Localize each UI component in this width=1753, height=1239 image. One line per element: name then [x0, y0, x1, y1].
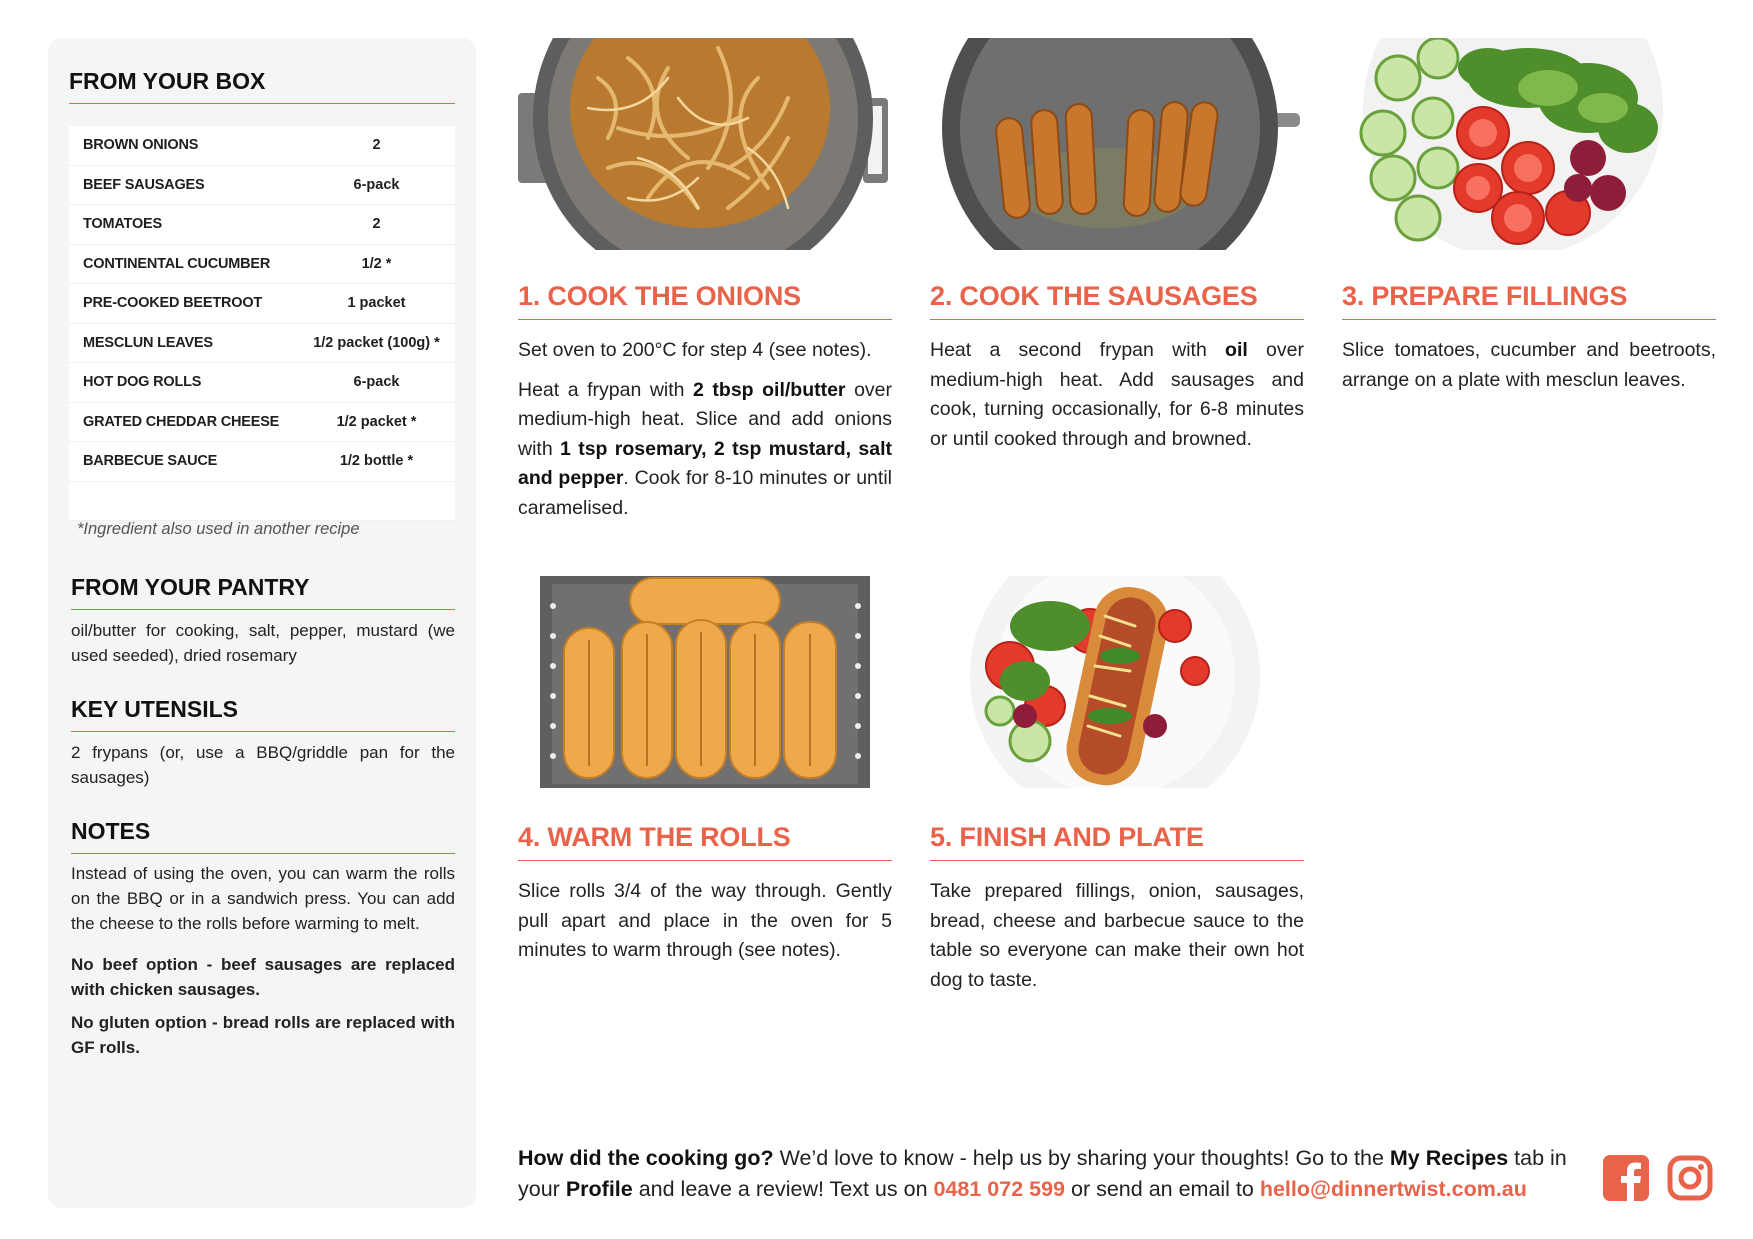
- ingredient-qty: 2: [372, 137, 381, 154]
- ingredient-name: BEEF SAUSAGES: [83, 176, 205, 193]
- facebook-icon[interactable]: [1603, 1155, 1649, 1201]
- ingredient-name: BARBECUE SAUCE: [83, 453, 218, 470]
- ingredient-footnote: *Ingredient also used in another recipe: [77, 520, 360, 538]
- ingredient-qty: 1/2 bottle *: [339, 453, 414, 470]
- table-row: [69, 442, 455, 482]
- table-row: [69, 245, 455, 285]
- footer-text: or send an email to: [1065, 1177, 1260, 1201]
- table-row: [69, 284, 455, 324]
- table-row: [69, 324, 455, 364]
- table-row: [69, 126, 455, 166]
- ingredients-table: [69, 126, 455, 521]
- notes-text: Instead of using the oven, you can warm the rolls on the BBQ or in a sandwich press. You can add the cheese to the rolls before warming to melt.: [71, 864, 455, 933]
- step-4-title: 4. WARM THE ROLLS: [518, 822, 892, 861]
- step-3-paragraph: Slice tomatoes, cucumber and beetroots, arrange on a plate with mesclun leaves.: [1342, 339, 1716, 391]
- step-5-paragraph: Take prepared fillings, onion, sausages, bread, cheese and barbecue sauce to the table so everyone can make their own hot dog to taste.: [930, 880, 1304, 991]
- step-1-title: 1. COOK THE ONIONS: [518, 281, 892, 320]
- step-3-title: 3. PREPARE FILLINGS: [1342, 281, 1716, 320]
- feedback-footer: [518, 1143, 1578, 1205]
- ingredient-qty: 6-pack: [353, 176, 400, 193]
- ingredient-name: GRATED CHEDDAR CHEESE: [83, 413, 280, 430]
- fillings-plate-image: [1338, 38, 1688, 250]
- gluten-option-text: No gluten option - bread rolls are replaced with GF rolls.: [71, 1013, 455, 1057]
- step-1-paragraph-2: Heat a frypan with 2 tbsp oil/butter over medium-high heat. Slice and add onions with 1 tsp rosemary, 2 tsp mustard, salt and pepper. Cook for 8-10 minutes or until caramelised.: [518, 378, 892, 519]
- table-row: [69, 363, 455, 403]
- table-row: [69, 166, 455, 206]
- table-row: [69, 403, 455, 443]
- ingredient-qty: 1/2 *: [361, 255, 392, 272]
- sausages-pan-image: [930, 38, 1300, 250]
- beef-option-text: No beef option - beef sausages are replaced with chicken sausages.: [71, 955, 455, 999]
- rolls-tray-image: [518, 576, 888, 788]
- footer-text: and leave a review! Text us on: [632, 1177, 934, 1201]
- ingredient-qty: 6-pack: [353, 374, 400, 391]
- step-1-text: [518, 336, 892, 533]
- ingredient-name: CONTINENTAL CUCUMBER: [83, 255, 271, 272]
- footer-text: We’d love to know - help us by sharing your thoughts! Go to the: [773, 1146, 1390, 1170]
- ingredient-name: HOT DOG ROLLS: [83, 374, 202, 391]
- my-recipes-link[interactable]: My Recipes: [1389, 1146, 1509, 1170]
- table-row: [69, 205, 455, 245]
- table-row-empty: [69, 482, 455, 521]
- ingredient-name: BROWN ONIONS: [83, 137, 199, 154]
- step-4-text: [518, 877, 892, 976]
- onions-pan-image: [518, 38, 888, 250]
- utensils-heading: KEY UTENSILS: [71, 696, 455, 732]
- box-heading: FROM YOUR BOX: [69, 68, 455, 104]
- step-5-text: [930, 877, 1304, 1005]
- step-2-title: 2. COOK THE SAUSAGES: [930, 281, 1304, 320]
- step-1-paragraph-1: Set oven to 200°C for step 4 (see notes).: [518, 339, 872, 361]
- step-3-text: [1342, 336, 1716, 405]
- profile-link[interactable]: Profile: [565, 1177, 633, 1201]
- ingredient-qty: 2: [372, 216, 381, 233]
- step-2-paragraph: Heat a second frypan with oil over medium-high heat. Add sausages and cook, turning occasionally, for 6-8 minutes or until cooked through and browned.: [930, 339, 1304, 450]
- phone-link[interactable]: 0481 072 599: [933, 1177, 1066, 1201]
- feedback-question: How did the cooking go?: [518, 1146, 774, 1170]
- ingredient-name: MESCLUN LEAVES: [83, 334, 213, 351]
- notes-heading: NOTES: [71, 818, 455, 854]
- footer-text: tab in your: [518, 1146, 1567, 1201]
- ingredient-name: TOMATOES: [83, 216, 162, 233]
- step-5-title: 5. FINISH AND PLATE: [930, 822, 1304, 861]
- ingredient-name: PRE-COOKED BEETROOT: [83, 295, 263, 312]
- instagram-icon[interactable]: [1667, 1155, 1713, 1201]
- step-4-paragraph: Slice rolls 3/4 of the way through. Gently pull apart and place in the oven for 5 minutes to warm through (see notes).: [518, 880, 892, 961]
- ingredient-qty: 1/2 packet *: [336, 413, 417, 430]
- ingredients-sidebar: [48, 38, 476, 1208]
- ingredient-qty: 1 packet: [347, 295, 406, 312]
- utensils-text: 2 frypans (or, use a BBQ/griddle pan for the sausages): [71, 743, 455, 787]
- pantry-heading: FROM YOUR PANTRY: [71, 574, 455, 610]
- pantry-text: oil/butter for cooking, salt, pepper, mustard (we used seeded), dried rosemary: [71, 621, 455, 665]
- email-link[interactable]: hello@dinnertwist.com.au: [1259, 1177, 1527, 1201]
- step-2-text: [930, 336, 1304, 464]
- hot-dog-plate-image: [930, 576, 1300, 788]
- ingredient-qty: 1/2 packet (100g) *: [313, 334, 440, 351]
